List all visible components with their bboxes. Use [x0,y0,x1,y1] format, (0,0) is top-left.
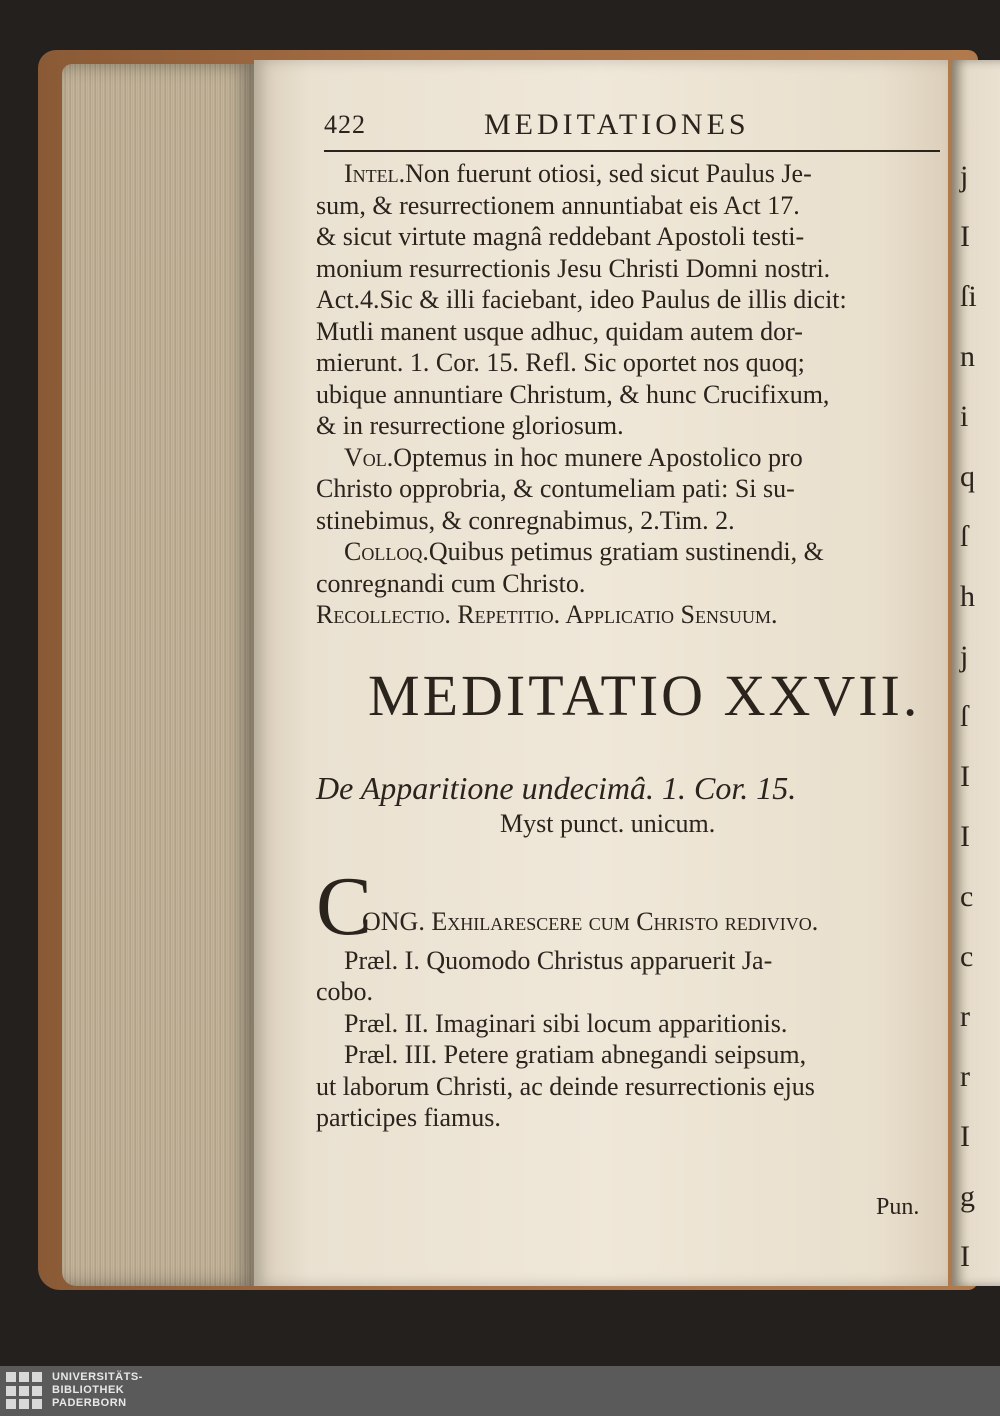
first-line: ONG. Exhilarescere cum Christo redivivo. [362,906,819,936]
text-line [316,221,942,253]
text-line [316,347,942,379]
right-page-fragment: r [960,1000,970,1033]
line-text: Recollectio. Repetitio. Applicatio Sensuum. [316,600,778,629]
line-text: conregnandi cum Christo. [316,568,586,598]
line-text: Quibus petimus gratiam sustinendi, & [428,537,824,566]
meditatio-text [316,945,942,1134]
catchword: Pun. [876,1194,920,1220]
running-head: MEDITATIONES [484,108,750,141]
right-page-fragment: ſi [960,280,977,313]
right-page-fragment: q [960,460,975,493]
right-page-fragment: I [960,820,970,853]
text-line: Præl. III. Petere gratiam abnegandi seipsum, [344,1040,807,1069]
line-text: & in resurrectione gloriosum. [316,411,624,440]
line-text: & sicut virtute magnâ reddebant Apostoli testi- [316,222,805,251]
library-name-line2: BIBLIOTHEK [52,1384,125,1396]
line-text: Non fuerunt otiosi, sed sicut Paulus Je- [405,159,812,188]
right-page-fragment: n [960,340,975,373]
library-logo-icon [6,1372,44,1410]
right-page-fragment: r [960,1060,970,1093]
section-label: Colloq. [344,537,429,566]
header-rule [324,150,940,152]
line-text: ubique annuntiare Christum, & hunc Crucifixum, [316,379,830,409]
page-header [316,108,942,148]
section-label: Intel. [344,159,406,188]
line-text: Act.4.Sic & illi faciebant, ideo Paulus de illis dicit: [316,285,847,314]
meditatio-subtitle: De Apparitione undecimâ. 1. Cor. 15. [316,769,797,806]
text-line [316,599,942,631]
text-line [316,410,942,442]
right-page-fragment: I [960,1120,970,1153]
text-line [316,316,942,348]
text-line [316,536,942,568]
text-line [316,190,942,222]
text-line [316,505,942,537]
meditatio-subtitle-2: Myst punct. unicum. [500,808,716,838]
line-text: sum, & resurrectionem annuntiabat eis Act 17. [316,190,800,220]
text-line [316,284,942,316]
page-fore-edge [62,64,254,1286]
line-text: Christo opprobria, & contumeliam pati: Si su- [316,474,795,503]
right-page-fragment: ſ [960,520,969,553]
right-page-fragment: j [960,640,969,673]
text-line: ut laborum Christi, ac deinde resurrectionis ejus [316,1071,815,1101]
text-line: Præl. II. Imaginari sibi locum apparitionis. [344,1008,788,1038]
right-page-fragment: I [960,760,970,793]
text-line [316,253,942,285]
text-line [316,442,942,474]
page-text [316,108,942,1134]
meditatio-title: MEDITATIO XXVII. [368,662,921,728]
right-page-fragment: ſ [960,700,969,733]
footer-bar [0,1366,1000,1416]
section-label: Vol. [344,442,394,472]
library-name-line3: PADERBORN [52,1397,127,1409]
line-text: Mutli manent usque adhuc, quidam autem dor- [316,316,803,346]
text-line: cobo. [316,977,374,1006]
right-page-fragment: g [960,1180,975,1213]
text-line: Præl. I. Quomodo Christus apparuerit Ja- [344,945,773,975]
right-page-fragment: c [960,940,974,973]
line-text: mierunt. 1. Cor. 15. Refl. Sic oportet nos quoq; [316,348,805,377]
text-line [316,473,942,505]
text-line: participes fiamus. [316,1103,501,1132]
right-page-fragment: i [960,400,969,433]
library-name [52,1371,143,1410]
line-text: Optemus in hoc munere Apostolico pro [393,442,803,472]
right-page-fragment: h [960,580,975,613]
right-page-fragment: j [960,160,969,193]
right-page-edge [952,60,1000,1286]
text-line [316,568,942,600]
right-page-fragment: I [960,220,970,253]
body-text [316,158,942,631]
text-line [316,158,942,190]
page-number: 422 [324,110,366,139]
library-name-line1: UNIVERSITÄTS- [52,1371,143,1383]
line-text: monium resurrectionis Jesu Christi Domni nostri. [316,253,831,283]
initial-paragraph [316,859,942,953]
line-text: stinebimus, & conregnabimus, 2.Tim. 2. [316,505,735,535]
right-page-fragment: c [960,880,974,913]
text-line [316,379,942,411]
right-page-fragment: I [960,1240,970,1273]
drop-cap: C [316,859,373,953]
